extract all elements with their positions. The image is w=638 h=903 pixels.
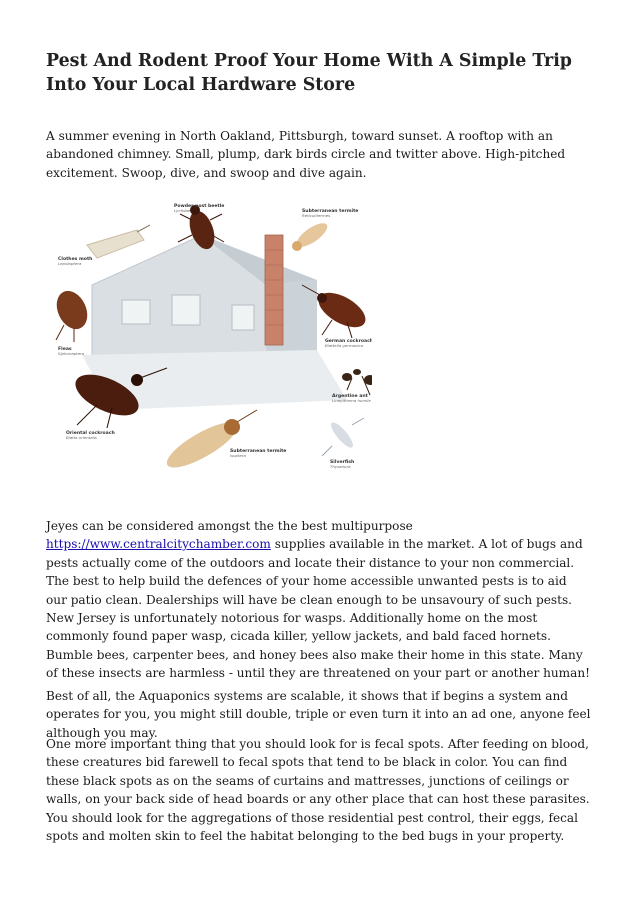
label-subterranean-termite-top: Subterranean termite [302, 209, 359, 214]
centralcitychamber-link[interactable]: https://www.centralcitychamber.com [46, 537, 271, 552]
label-argentine-ant: Argentine ant [332, 394, 368, 399]
label-fleas: Fleas [58, 347, 72, 352]
house-graphic [82, 235, 347, 410]
pest-illustration-svg [52, 190, 372, 495]
label-fleas-sci: Siphonaptera [58, 351, 85, 356]
label-argentine-ant-sci: Linepithema humile [332, 398, 371, 403]
article-title: Pest And Rodent Proof Your Home With A Simple Trip Into Your Local Hardware Store [46, 51, 572, 95]
paragraph-jeyes-text-before: Jeyes can be considered amongst the the best multipurpose [46, 519, 413, 533]
paragraph-fecal-spots: One more important thing that you should look for is fecal spots. After feeding on blood, these creatures bid farewell to fecal spots that tend to be black in color. You can find these black spots as on the seams of curtains and mattresses, junctions of ceilings or walls, on your back side of head boards or any other place that can host these parasites. You should look for the aggregations of those residential pest control, their eggs, fecal spots and molten skin to feel the habitat belonging to the bed bugs in your property. [46, 737, 590, 844]
pest-illustration [52, 190, 372, 495]
label-german-cockroach: German cockroach [325, 339, 372, 344]
label-subterranean-termite-bottom: Subterranean termite [230, 449, 287, 454]
paragraph-jeyes [46, 517, 591, 609]
paragraph-aquaponics: Best of all, the Aquaponics systems are scalable, it shows that if begins a system and operates for you, you might still double, triple or even turn it into an ad one, anyone feel although you may. [46, 689, 591, 740]
paragraph-new-jersey: New Jersey is unfortunately notorious for wasps. Additionally home on the most commonly found paper wasp, cicada killer, yellow jackets, and bald faced hornets. Bumble bees, carpenter bees, and honey bees also make their home in this state. Many of these insects are harmless - until they are threatened on your part or another human! [46, 611, 591, 681]
label-oriental-cockroach: Oriental cockroach [66, 431, 115, 436]
label-subterranean-termite-bottom-sci: Isoptera [230, 453, 246, 458]
label-silverfish-sci: Thysanura [330, 464, 351, 469]
label-oriental-cockroach-sci: Blatta orientalis [66, 435, 97, 440]
label-clothes-moth: Clothes moth [58, 257, 93, 262]
subterranean-termite-top-graphic [292, 208, 358, 251]
label-german-cockroach-sci: Blattella germanica [325, 343, 364, 348]
subterranean-termite-bottom-graphic [161, 410, 286, 475]
silverfish-graphic [322, 418, 364, 469]
label-powder-post-beetle-sci: Lyctidae [174, 208, 191, 213]
clothes-moth-graphic [58, 225, 150, 266]
chimney-graphic [265, 235, 283, 345]
label-powder-post-beetle: Powder post beetle [174, 204, 225, 209]
label-clothes-moth-sci: Lepidoptera [58, 261, 82, 266]
paragraph-jeyes-text-after: supplies available in the market. A lot of bugs and pests actually come of the outdoors and locate their distance to your non commercial. The best to help build the defences of your home accessible unwanted pests is to aid our patio clean. Dealerships will have be clean enough to be unsavoury of such pests. [46, 537, 583, 607]
label-silverfish: Silverfish [330, 460, 355, 465]
label-subterranean-termite-top-sci: Reticulitermes [302, 213, 331, 218]
fleas-graphic [52, 286, 93, 356]
paragraph-intro: A summer evening in North Oakland, Pittsburgh, toward sunset. A rooftop with an abandoned chimney. Small, plump, dark birds circle and twitter above. High-pitched excitement. Swoop, dive, and swoop and dive again. [46, 129, 566, 180]
